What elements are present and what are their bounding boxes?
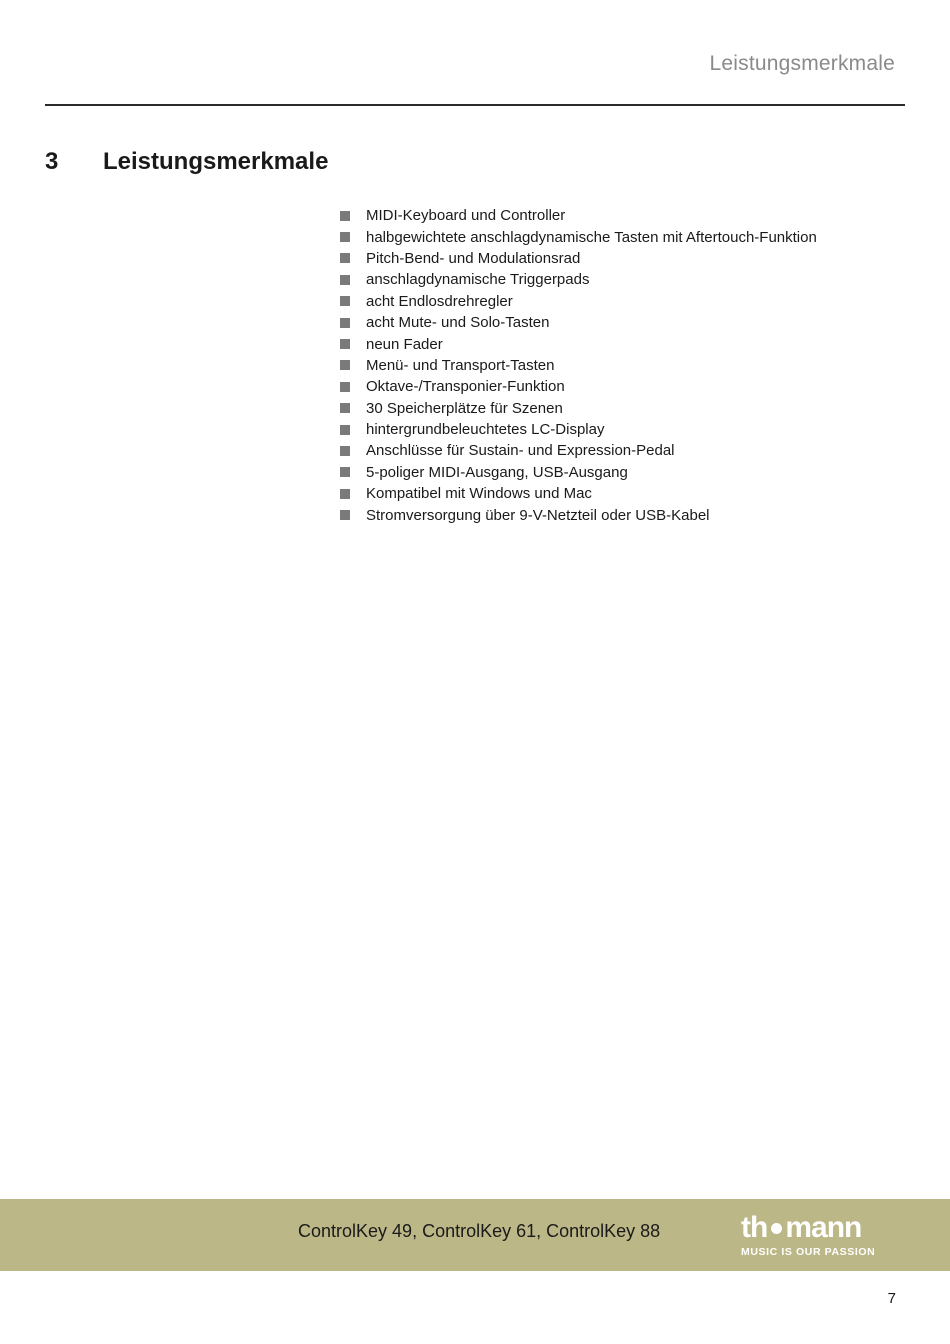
feature-text: Anschlüsse für Sustain- und Expression-Pedal — [366, 442, 675, 460]
list-item — [340, 333, 817, 354]
feature-text: MIDI-Keyboard und Controller — [366, 207, 566, 225]
square-bullet-icon — [340, 467, 350, 477]
list-item — [340, 312, 817, 333]
square-bullet-icon — [340, 510, 350, 520]
feature-text: acht Mute- und Solo-Tasten — [366, 314, 550, 332]
square-bullet-icon — [340, 382, 350, 392]
square-bullet-icon — [340, 253, 350, 263]
feature-text: Kompatibel mit Windows und Mac — [366, 485, 592, 503]
square-bullet-icon — [340, 360, 350, 370]
footer-band — [0, 1199, 950, 1271]
page-number: 7 — [887, 1290, 896, 1307]
feature-text: Menü- und Transport-Tasten — [366, 356, 555, 374]
running-header-title: Leistungsmerkmale — [709, 52, 895, 75]
feature-text: halbgewichtete anschlagdynamische Tasten mit Aftertouch-Funktion — [366, 228, 817, 246]
list-item — [340, 398, 817, 419]
feature-text: 30 Speicherplätze für Szenen — [366, 399, 563, 417]
feature-text: Stromversorgung über 9-V-Netzteil oder USB-Kabel — [366, 506, 710, 524]
logo-dot-icon — [771, 1223, 782, 1234]
square-bullet-icon — [340, 296, 350, 306]
list-item — [340, 462, 817, 483]
logo-text-left: th — [741, 1211, 768, 1244]
square-bullet-icon — [340, 211, 350, 221]
feature-text: neun Fader — [366, 335, 443, 353]
list-item — [340, 355, 817, 376]
list-item — [340, 376, 817, 397]
feature-text: 5-poliger MIDI-Ausgang, USB-Ausgang — [366, 463, 628, 481]
section-title: Leistungsmerkmale — [103, 148, 329, 175]
list-item — [340, 205, 817, 226]
square-bullet-icon — [340, 489, 350, 499]
header-divider — [45, 104, 905, 106]
square-bullet-icon — [340, 275, 350, 285]
list-item — [340, 269, 817, 290]
list-item — [340, 248, 817, 269]
feature-text: acht Endlosdrehregler — [366, 292, 513, 310]
feature-text: Pitch-Bend- und Modulationsrad — [366, 249, 581, 267]
feature-text: hintergrundbeleuchtetes LC-Display — [366, 421, 605, 439]
list-item — [340, 419, 817, 440]
list-item — [340, 226, 817, 247]
logo-wordmark — [741, 1211, 901, 1245]
thomann-logo — [741, 1211, 901, 1258]
list-item — [340, 291, 817, 312]
square-bullet-icon — [340, 425, 350, 435]
logo-text-right: mann — [785, 1211, 862, 1244]
square-bullet-icon — [340, 232, 350, 242]
square-bullet-icon — [340, 446, 350, 456]
square-bullet-icon — [340, 339, 350, 349]
feature-text: Oktave-/Transponier-Funktion — [366, 378, 565, 396]
section-number: 3 — [45, 148, 59, 175]
feature-list — [340, 205, 817, 526]
section-heading — [45, 148, 328, 176]
list-item — [340, 440, 817, 461]
feature-text: anschlagdynamische Triggerpads — [366, 271, 590, 289]
footer-product-names: ControlKey 49, ControlKey 61, ControlKey 88 — [298, 1221, 661, 1241]
logo-tagline: MUSIC IS OUR PASSION — [741, 1246, 876, 1258]
square-bullet-icon — [340, 403, 350, 413]
list-item — [340, 483, 817, 504]
square-bullet-icon — [340, 318, 350, 328]
list-item — [340, 504, 817, 525]
